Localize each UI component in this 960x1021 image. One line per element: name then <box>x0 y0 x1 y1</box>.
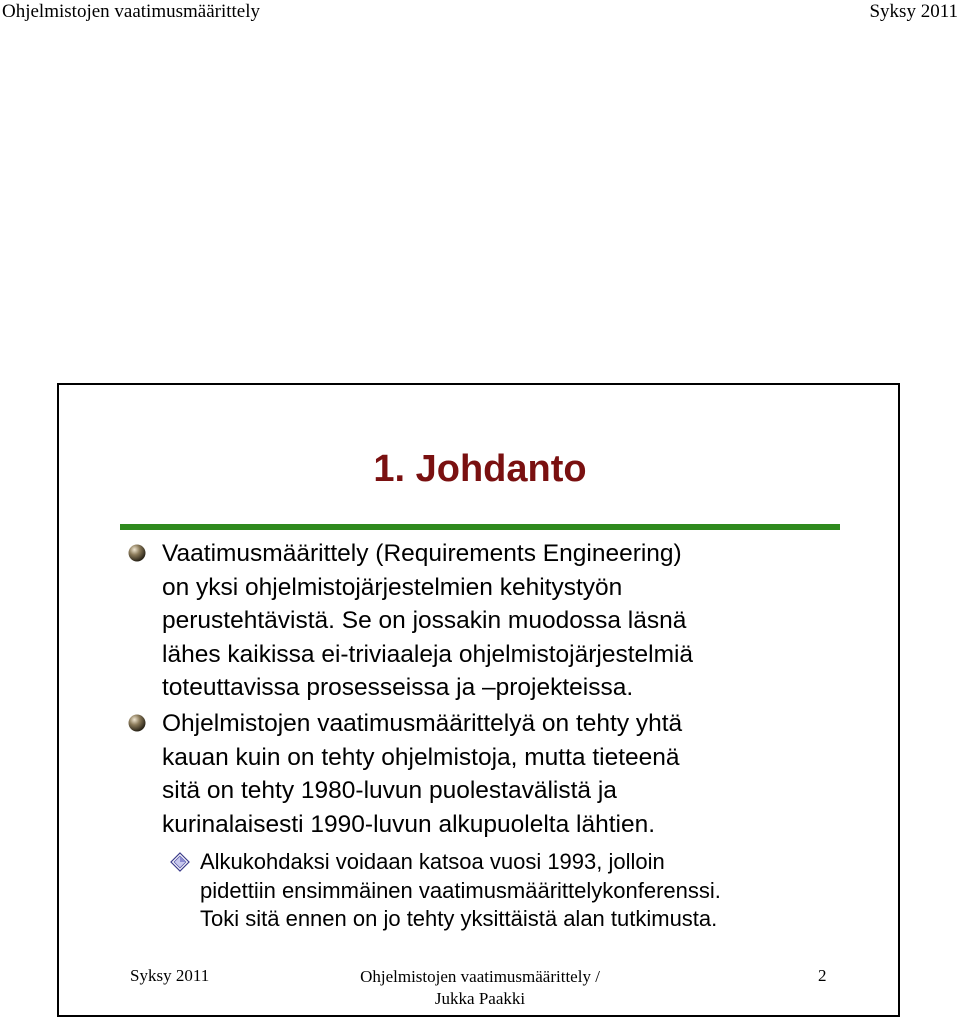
bullet-line: Vaatimusmäärittely (Requirements Engineering) <box>162 540 682 567</box>
sub-bullet-text <box>200 848 840 934</box>
bullet-line: lähes kaikissa ei-triviaaleja ohjelmistojärjestelmiä <box>162 640 694 668</box>
page-number: 2 <box>818 966 827 985</box>
bullet-line: kauan kuin on tehty ohjelmistoja, mutta tieteenä <box>162 743 680 771</box>
sub-bullet-line: Alkukohdaksi voidaan katsoa vuosi 1993, jolloin <box>200 849 665 874</box>
diamond-bullet-icon <box>170 852 190 872</box>
footer-term: Syksy 2011 <box>130 966 210 985</box>
sphere-bullet-icon <box>128 544 146 562</box>
title-underline-rule <box>120 524 840 530</box>
bullet-text-1 <box>162 537 842 705</box>
bullet-text-2 <box>162 707 842 841</box>
bullet-line: sitä on tehty 1980-luvun puolestavälistä ja <box>162 777 617 804</box>
bullet-line: on yksi ohjelmistojärjestelmien kehitystyön <box>162 573 623 601</box>
bullet-line: kurinalaisesti 1990-luvun alkupuolelta lähtien. <box>162 810 656 838</box>
bullet-line: perustehtävistä. Se on jossakin muodossa läsnä <box>162 607 687 634</box>
footer-author: Jukka Paakki <box>434 989 526 1008</box>
sub-bullet-line: Toki sitä ennen on jo tehty yksittäistä alan tutkimusta. <box>200 906 718 931</box>
page-header <box>0 0 960 28</box>
footer-course: Ohjelmistojen vaatimusmäärittely / <box>360 967 600 986</box>
bullet-line: Ohjelmistojen vaatimusmäärittelyä on tehty yhtä <box>162 710 683 737</box>
sub-bullet-line: pidettiin ensimmäinen vaatimusmäärittelykonferenssi. <box>200 877 721 903</box>
header-term: Syksy 2011 <box>869 1 958 22</box>
header-course-title: Ohjelmistojen vaatimusmäärittely <box>2 1 261 22</box>
slide-title: 1. Johdanto <box>373 448 587 490</box>
footer-course-author <box>340 966 620 1010</box>
sphere-bullet-icon <box>128 714 146 732</box>
bullet-line: toteuttavissa prosesseissa ja –projekteissa. <box>162 674 634 701</box>
